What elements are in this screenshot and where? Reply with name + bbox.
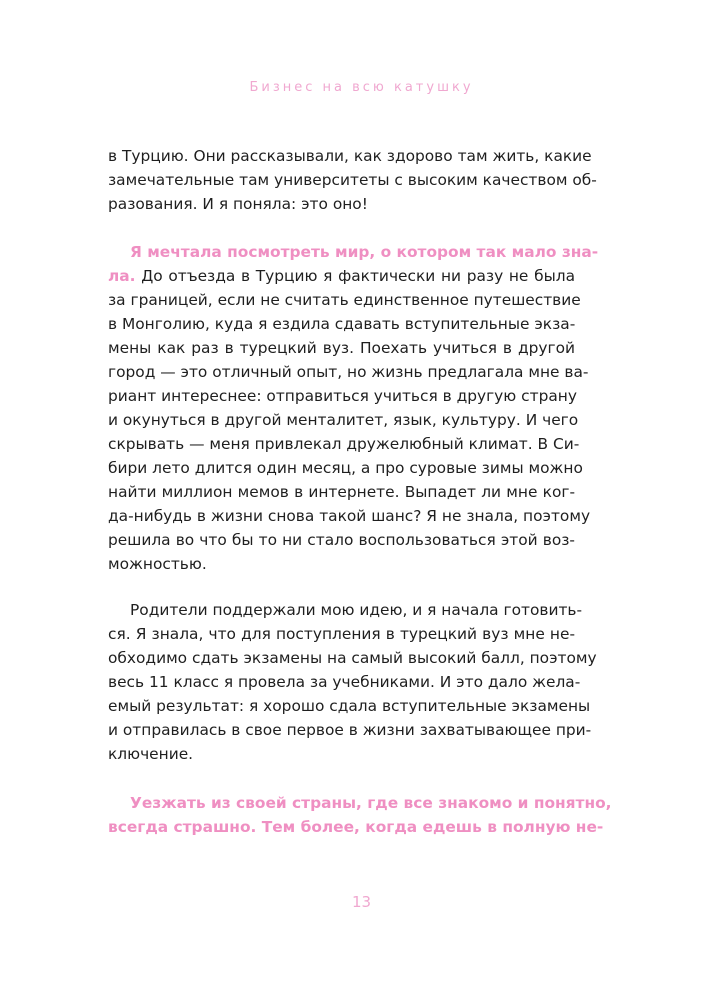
text-line: в Турцию. Они рассказывали, как здорово там жить, какие: [108, 147, 592, 165]
text-line: решила во что бы то ни стало воспользоваться этой воз-: [108, 531, 575, 549]
text-line: город — это отличный опыт, но жизнь предлагала мне ва-: [108, 363, 589, 381]
text-line: и окунуться в другой менталитет, язык, культуру. И чего: [108, 411, 579, 429]
text-line: ключение.: [108, 745, 194, 763]
text-line: емый результат: я хорошо сдала вступительные экзамены: [108, 697, 591, 715]
highlight-fragment: ла.: [108, 267, 136, 285]
page-number: 13: [351, 893, 372, 911]
text-line: разования. И я поняла: это оно!: [108, 195, 368, 213]
paragraph-4: [108, 791, 612, 839]
text-line: замечательные там университеты с высоким качеством об-: [108, 171, 597, 189]
text-line: и отправилась в свое первое в жизни захватывающее при-: [108, 721, 592, 739]
text-line: риант интереснее: отправиться учиться в другую страну: [108, 387, 577, 405]
text-line: найти миллион мемов в интернете. Выпадет ли мне ког-: [108, 483, 575, 501]
text-line: весь 11 класс я провела за учебниками. И это дало жела-: [108, 673, 581, 691]
text-line: мены как раз в турецкий вуз. Поехать учиться в другой: [108, 339, 575, 357]
highlight-line: всегда страшно. Тем более, когда едешь в полную не-: [108, 818, 604, 836]
text-line: скрывать — меня привлекал дружелюбный климат. В Си-: [108, 435, 580, 453]
text-fragment: До отъезда в Турцию я фактически ни разу не была: [135, 267, 575, 285]
text-line: [108, 264, 575, 288]
highlight-line: Я мечтала посмотреть мир, о котором так мало зна-: [130, 243, 599, 261]
text-line: в Монголию, куда я ездила сдавать вступительные экза-: [108, 315, 576, 333]
text-line: бири лето длится один месяц, а про суровые зимы можно: [108, 459, 583, 477]
running-header: Бизнес на всю катушку: [249, 80, 474, 95]
text-line: можностью.: [108, 555, 207, 573]
text-line: да-нибудь в жизни снова такой шанс? Я не знала, поэтому: [108, 507, 591, 525]
paragraph-2: [108, 240, 599, 576]
text-line: обходимо сдать экзамены на самый высокий балл, поэтому: [108, 649, 597, 667]
highlight-line: Уезжать из своей страны, где все знакомо и понятно,: [130, 794, 612, 812]
text-line: за границей, если не считать единственное путешествие: [108, 291, 581, 309]
text-line: Родители поддержали мою идею, и я начала готовить-: [130, 601, 583, 619]
paragraph-3: [108, 598, 597, 766]
paragraph-1: [108, 144, 597, 216]
text-line: ся. Я знала, что для поступления в турецкий вуз мне не-: [108, 625, 575, 643]
